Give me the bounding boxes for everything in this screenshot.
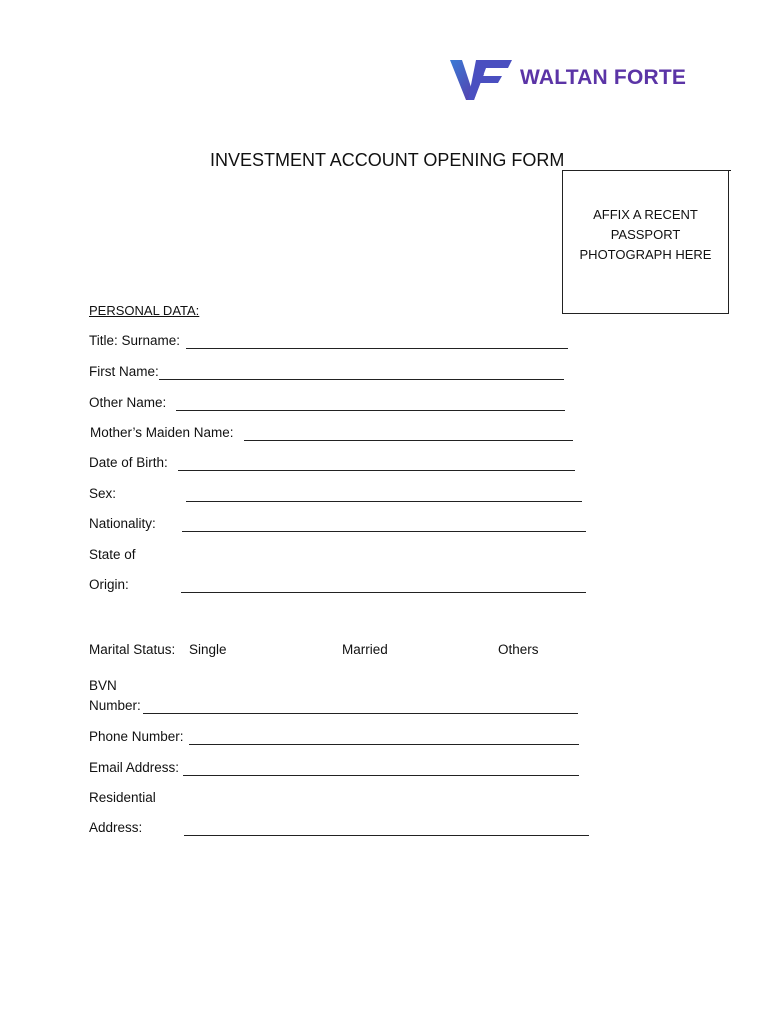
- photo-instruction-line-2: PASSPORT: [610, 227, 681, 242]
- other-name-field[interactable]: [176, 410, 565, 411]
- surname-field[interactable]: [186, 348, 568, 349]
- address-label: Address:: [89, 820, 143, 835]
- state-of-origin-field[interactable]: [181, 592, 586, 593]
- photo-instruction-line-1: AFFIX A RECENT: [593, 207, 698, 222]
- bvn-number-label: Number:: [89, 698, 141, 713]
- nationality-label: Nationality:: [89, 516, 156, 531]
- sex-label: Sex:: [89, 486, 117, 501]
- bvn-label: BVN: [89, 678, 117, 693]
- phone-number-label: Phone Number:: [89, 729, 184, 744]
- email-address-label: Email Address:: [89, 760, 180, 775]
- other-name-label: Other Name:: [89, 395, 167, 410]
- form-title: INVESTMENT ACCOUNT OPENING FORM: [210, 150, 565, 170]
- passport-photo-box: [562, 170, 729, 314]
- nationality-field[interactable]: [182, 531, 586, 532]
- sex-field[interactable]: [186, 501, 582, 502]
- wf-monogram-icon: [450, 56, 514, 102]
- mothers-maiden-name-label: Mother’s Maiden Name:: [90, 425, 234, 440]
- phone-number-field[interactable]: [189, 744, 579, 745]
- brand-name: WALTAN FORTE: [520, 66, 687, 89]
- date-of-birth-field[interactable]: [178, 470, 575, 471]
- marital-status-label: Marital Status:: [89, 642, 176, 657]
- mothers-maiden-name-field[interactable]: [244, 440, 573, 441]
- section-title-personal-data: PERSONAL DATA:: [89, 303, 200, 318]
- first-name-field[interactable]: [159, 379, 564, 380]
- marital-option-married[interactable]: Married: [342, 642, 388, 657]
- surname-label: Title: Surname:: [89, 333, 181, 348]
- photo-instruction-line-3: PHOTOGRAPH HERE: [579, 247, 712, 262]
- date-of-birth-label: Date of Birth:: [89, 455, 168, 470]
- bvn-number-field[interactable]: [143, 713, 578, 714]
- residential-label: Residential: [89, 790, 156, 805]
- marital-option-single[interactable]: Single: [189, 642, 227, 657]
- residential-address-field[interactable]: [184, 835, 589, 836]
- origin-label: Origin:: [89, 577, 129, 592]
- brand-logo: [450, 56, 690, 102]
- marital-option-others[interactable]: Others: [498, 642, 539, 657]
- first-name-label: First Name:: [89, 364, 159, 379]
- state-of-label: State of: [89, 547, 136, 562]
- email-address-field[interactable]: [183, 775, 579, 776]
